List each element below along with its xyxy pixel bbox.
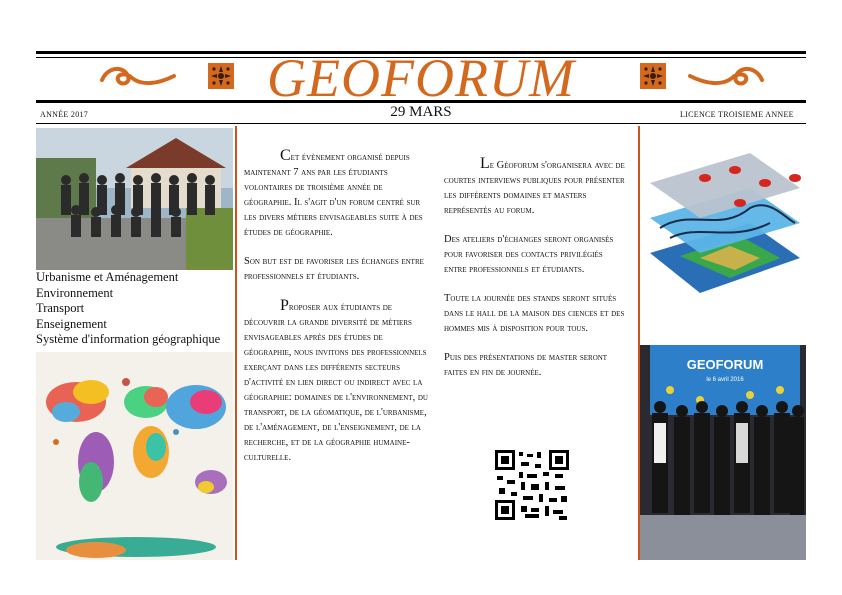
paragraph-text: Toute la journée des stands seront situés dans le hall de la maison des ciences et des hommes mis à disposition pour tous. [444, 293, 625, 334]
bottom-header-rule [36, 123, 806, 124]
drop-cap: L [480, 155, 490, 172]
drop-cap: C [280, 147, 291, 164]
article-paragraph [244, 298, 431, 465]
list-item: Transport [36, 301, 85, 315]
level-label: LICENCE TROISIEME ANNEE [680, 110, 794, 119]
list-item: Urbanisme et Aménagement [36, 270, 179, 284]
article-paragraph [244, 254, 431, 284]
list-item: Enseignement [36, 316, 107, 331]
list-item: Environnement [36, 285, 114, 300]
banner-title: GEOFORUM [686, 357, 764, 372]
article-column-1 [244, 148, 431, 479]
article-paragraph [244, 148, 431, 240]
paragraph-text: Son but est de favoriser les échanges entre professionnels et étudiants. [244, 256, 424, 282]
event-date: 29 MARS [390, 104, 452, 120]
year-label: ANNÉE 2017 [40, 110, 89, 119]
article-paragraph [444, 291, 627, 336]
article-column-2 [444, 156, 627, 394]
paragraph-text: e Géoforum s'organisera avec de courtes interviews publiques pour présenter les différents domaines et masters représentés au forum. [444, 160, 625, 216]
paragraph-text: Puis des présentations de master seront faites en fin de journée. [444, 352, 608, 378]
gis-layers-image [640, 128, 806, 296]
domains-list [36, 270, 220, 348]
qr-code-icon [495, 450, 569, 520]
group-photo [36, 128, 233, 270]
article-paragraph [444, 232, 627, 277]
banner-date: le 6 avril 2016 [706, 377, 744, 383]
world-map-paint-image [36, 352, 233, 560]
paragraph-text: Des ateliers d'échanges seront organisés pour favoriser des contacts privilégiés entre professionnels et étudiants. [444, 234, 614, 275]
drop-cap: P [280, 297, 289, 314]
page-title: GEOFORUM [267, 48, 575, 108]
article-paragraph [444, 156, 627, 218]
divider-left [235, 126, 237, 560]
paragraph-text: roposer aux étudiants de découvrir la grande diversité de métiers envisageables après des études de géographie, nous invitons des professionnels exerçant dans les différents secteurs d'activité en lien direct ou indirect avec la géographie: domaines de l'environnement, du transport, de la géomatique, de l'urbanisme, de l'aménagement, de l'enseignement, de la recherche, et de la géographie humaine-culturelle. [244, 302, 428, 463]
event-photo [640, 345, 806, 560]
list-item: Système d'information géographique [36, 332, 221, 346]
paragraph-text: et évènement organisé depuis maintenant 7 ans par les étudiants volontaires de troisième année de géographie. Il s'agit d'un forum centré sur les divers métiers envisageables suite à des études de géographie. [244, 152, 423, 238]
article-paragraph [444, 350, 627, 380]
